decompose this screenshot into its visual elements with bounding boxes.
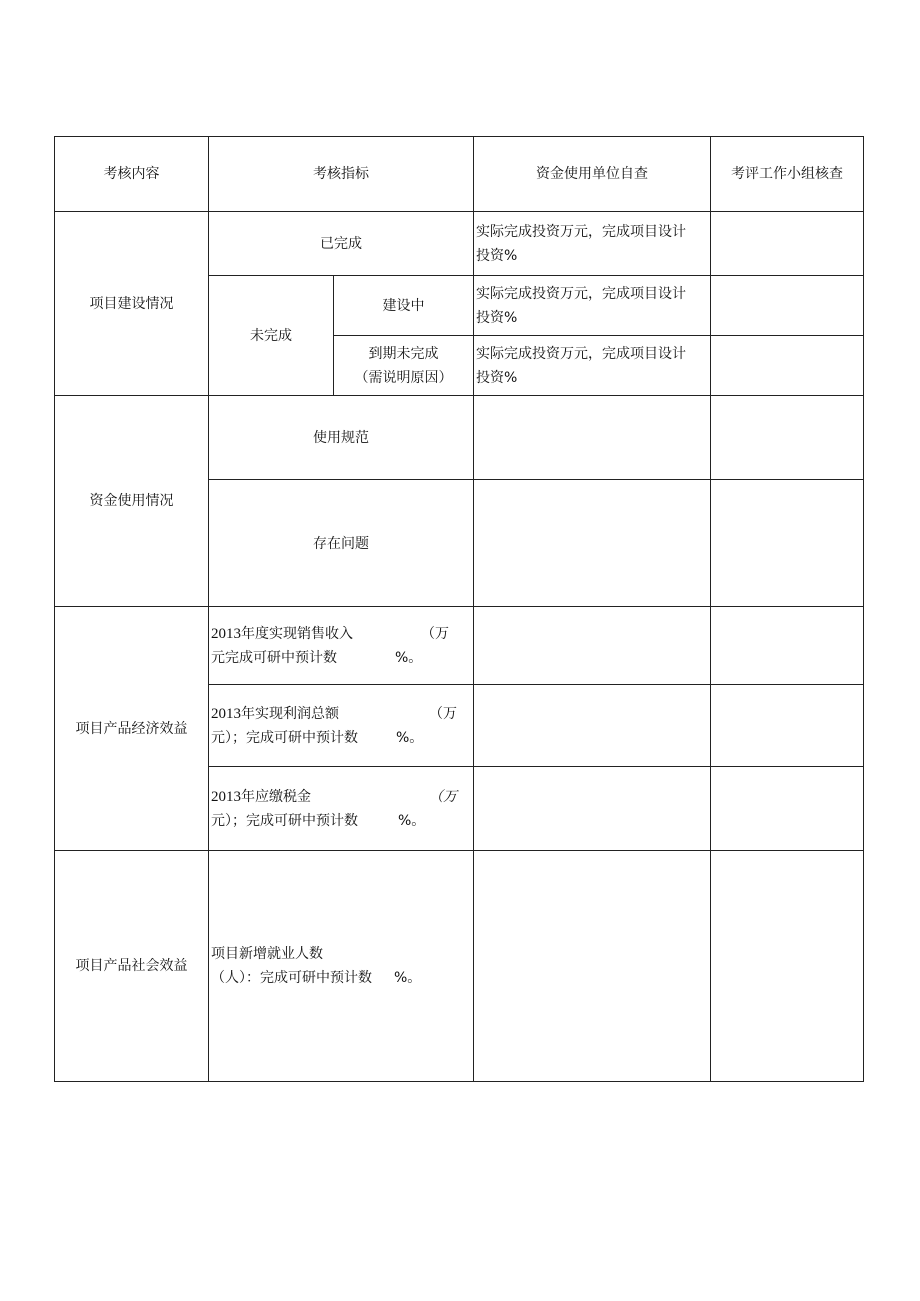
header-group-check: 考评工作小组核查 [711, 137, 864, 212]
header-self-check: 资金使用单位自查 [474, 137, 711, 212]
self-check-cell [474, 212, 711, 276]
profit-text: 年实现利润总额 [241, 705, 339, 722]
self-check-cell [474, 685, 711, 767]
self-check-text-line2: 投资% [476, 309, 518, 326]
indicator-incomplete: 未完成 [209, 276, 334, 396]
category-construction: 项目建设情况 [55, 212, 209, 396]
percent-label: %。 [398, 812, 426, 829]
employment-text-line2: （人）：完成可研中预计数 [211, 970, 372, 986]
group-check-cell [711, 276, 864, 336]
self-check-cell [474, 851, 711, 1082]
unit-open: （万 [429, 705, 457, 722]
indicator-sales [209, 607, 474, 685]
year-label: 2013 [211, 788, 241, 805]
tax-text-line2: 元）；完成可研中预计数 [211, 812, 358, 829]
indicator-usage-standard: 使用规范 [209, 396, 474, 480]
year-label: 2013 [211, 625, 241, 642]
tax-text: 年应缴税金 [241, 788, 311, 805]
self-check-cell [474, 767, 711, 851]
group-check-cell [711, 396, 864, 480]
self-check-cell [474, 396, 711, 480]
self-check-cell [474, 480, 711, 607]
category-economic: 项目产品经济效益 [55, 607, 209, 851]
self-check-text-line1: 实际完成投资万元，完成项目设计 [476, 345, 686, 362]
self-check-text-line1: 实际完成投资万元，完成项目设计 [476, 223, 686, 240]
indicator-existing-issues: 存在问题 [209, 480, 474, 607]
unit-open: （万 [429, 788, 457, 805]
group-check-cell [711, 685, 864, 767]
self-check-text-line2: 投资% [476, 369, 518, 386]
self-check-cell [474, 336, 711, 396]
category-social: 项目产品社会效益 [55, 851, 209, 1082]
table-row [55, 396, 864, 480]
group-check-cell [711, 212, 864, 276]
percent-label: %。 [395, 649, 423, 666]
table-row [55, 212, 864, 276]
employment-text: 项目新增就业人数 [211, 946, 323, 962]
self-check-cell [474, 607, 711, 685]
table-row [55, 851, 864, 1082]
table-row [55, 607, 864, 685]
unit-open: （万 [421, 625, 449, 642]
overdue-label: 到期未完成 [368, 345, 439, 362]
assessment-table [54, 136, 864, 1082]
indicator-profit [209, 685, 474, 767]
profit-text-line2: 元）；完成可研中预计数 [211, 729, 358, 746]
year-label: 2013 [211, 705, 241, 722]
self-check-text-line1: 实际完成投资万元，完成项目设计 [476, 285, 686, 302]
indicator-in-progress: 建设中 [334, 276, 474, 336]
group-check-cell [711, 336, 864, 396]
indicator-overdue [334, 336, 474, 396]
group-check-cell [711, 851, 864, 1082]
group-check-cell [711, 767, 864, 851]
header-indicator: 考核指标 [209, 137, 474, 212]
indicator-completed: 已完成 [209, 212, 474, 276]
percent-label: %。 [396, 729, 424, 746]
overdue-note: （需说明原因） [354, 369, 453, 386]
self-check-cell [474, 276, 711, 336]
category-funds: 资金使用情况 [55, 396, 209, 607]
percent-label: %。 [394, 970, 422, 986]
sales-text-line2: 元完成可研中预计数 [211, 649, 337, 666]
indicator-employment [209, 851, 474, 1082]
group-check-cell [711, 480, 864, 607]
header-row [55, 137, 864, 212]
group-check-cell [711, 607, 864, 685]
header-content: 考核内容 [55, 137, 209, 212]
indicator-tax [209, 767, 474, 851]
sales-text: 年度实现销售收入 [241, 625, 353, 642]
self-check-text-line2: 投资% [476, 247, 518, 264]
